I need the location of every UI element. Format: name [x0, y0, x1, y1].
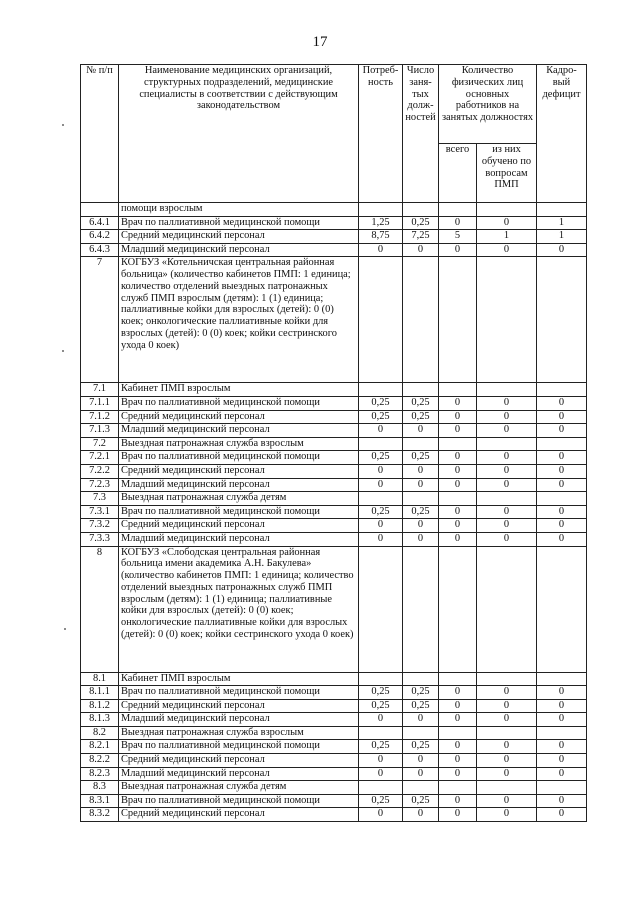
row-number: 6.4.1 — [81, 216, 119, 230]
row-deficit: 0 — [537, 243, 587, 257]
row-need: 0,25 — [359, 451, 403, 465]
row-name: Выездная патронажная служба взрослым — [119, 437, 359, 451]
row-name: Средний медицинский персонал — [119, 519, 359, 533]
row-deficit: 1 — [537, 230, 587, 244]
table-row — [81, 686, 587, 700]
row-total: 0 — [439, 767, 477, 781]
row-need — [359, 726, 403, 740]
table-row — [81, 754, 587, 768]
row-number: 7.1.3 — [81, 424, 119, 438]
row-number: 7 — [81, 257, 119, 383]
row-need: 0 — [359, 713, 403, 727]
row-total — [439, 546, 477, 672]
row-occupied: 7,25 — [403, 230, 439, 244]
table-row — [81, 396, 587, 410]
row-name: Врач по паллиативной медицинской помощи — [119, 740, 359, 754]
row-occupied: 0 — [403, 424, 439, 438]
row-number: 8.2.1 — [81, 740, 119, 754]
row-trained — [477, 203, 537, 217]
row-number: 7.2.2 — [81, 464, 119, 478]
table-row — [81, 478, 587, 492]
row-number: 8.1.3 — [81, 713, 119, 727]
row-number: 8.2 — [81, 726, 119, 740]
row-deficit — [537, 492, 587, 506]
row-number: 7.3.2 — [81, 519, 119, 533]
row-name: Младший медицинский персонал — [119, 243, 359, 257]
row-occupied: 0 — [403, 808, 439, 822]
row-number: 8.2.3 — [81, 767, 119, 781]
row-number: 7.1 — [81, 383, 119, 397]
row-number: 7.2 — [81, 437, 119, 451]
row-trained: 0 — [477, 216, 537, 230]
row-occupied: 0 — [403, 713, 439, 727]
row-need — [359, 257, 403, 383]
row-total: 0 — [439, 424, 477, 438]
table-row — [81, 699, 587, 713]
row-occupied: 0,25 — [403, 740, 439, 754]
table-row — [81, 424, 587, 438]
table-row — [81, 767, 587, 781]
table-row — [81, 230, 587, 244]
row-number: 8 — [81, 546, 119, 672]
row-name: КОГБУЗ «Слободская центральная районная больница имени академика А.Н. Бакулева» (количество кабинетов ПМП: 1 единица; количество отделений выездных патронажных служб ПМП взрослым (детям): 1 (1) единица; паллиативные койки для взрослых (детей): 0 (0) коек; онкологические паллиативные койки для взрослых (детей): 0 (0) коек; койки сестринского ухода 0 коек) — [119, 546, 359, 672]
table-row — [81, 808, 587, 822]
row-need — [359, 546, 403, 672]
row-occupied: 0 — [403, 754, 439, 768]
row-name: помощи взрослым — [119, 203, 359, 217]
row-number: 7.3.3 — [81, 532, 119, 546]
row-deficit: 0 — [537, 464, 587, 478]
row-total: 0 — [439, 713, 477, 727]
row-occupied — [403, 781, 439, 795]
table-row — [81, 410, 587, 424]
row-trained: 0 — [477, 767, 537, 781]
row-trained: 0 — [477, 243, 537, 257]
row-total: 0 — [439, 396, 477, 410]
row-need: 0 — [359, 532, 403, 546]
row-need: 0 — [359, 243, 403, 257]
row-number: 7.2.1 — [81, 451, 119, 465]
row-trained: 0 — [477, 699, 537, 713]
row-deficit: 0 — [537, 754, 587, 768]
row-need: 0 — [359, 519, 403, 533]
row-deficit: 0 — [537, 532, 587, 546]
row-deficit: 1 — [537, 216, 587, 230]
row-deficit — [537, 672, 587, 686]
row-need — [359, 492, 403, 506]
header-num: № п/п — [81, 65, 119, 203]
row-name: Младший медицинский персонал — [119, 532, 359, 546]
row-name: Кабинет ПМП взрослым — [119, 672, 359, 686]
row-deficit: 0 — [537, 713, 587, 727]
row-total: 0 — [439, 699, 477, 713]
row-deficit: 0 — [537, 505, 587, 519]
row-total — [439, 203, 477, 217]
row-number: 7.2.3 — [81, 478, 119, 492]
scan-speck — [64, 628, 66, 630]
header-need: Потреб-ность — [359, 65, 403, 203]
row-total: 0 — [439, 243, 477, 257]
row-name: Младший медицинский персонал — [119, 713, 359, 727]
row-total — [439, 672, 477, 686]
row-occupied: 0,25 — [403, 451, 439, 465]
row-occupied: 0 — [403, 519, 439, 533]
row-name: Врач по паллиативной медицинской помощи — [119, 451, 359, 465]
row-deficit — [537, 437, 587, 451]
row-need: 0 — [359, 424, 403, 438]
row-name: Врач по паллиативной медицинской помощи — [119, 505, 359, 519]
table-row — [81, 492, 587, 506]
row-deficit: 0 — [537, 451, 587, 465]
row-need: 0 — [359, 767, 403, 781]
table-row — [81, 726, 587, 740]
row-trained — [477, 492, 537, 506]
row-occupied — [403, 257, 439, 383]
row-total: 5 — [439, 230, 477, 244]
row-occupied: 0 — [403, 532, 439, 546]
row-total: 0 — [439, 754, 477, 768]
row-trained: 0 — [477, 794, 537, 808]
row-need: 1,25 — [359, 216, 403, 230]
row-trained — [477, 437, 537, 451]
header-total: всего — [439, 144, 477, 203]
row-trained: 0 — [477, 505, 537, 519]
row-trained: 1 — [477, 230, 537, 244]
row-name: Средний медицинский персонал — [119, 410, 359, 424]
row-need: 0 — [359, 754, 403, 768]
row-deficit: 0 — [537, 740, 587, 754]
row-occupied: 0,25 — [403, 699, 439, 713]
row-occupied: 0 — [403, 464, 439, 478]
row-trained: 0 — [477, 754, 537, 768]
row-occupied: 0,25 — [403, 505, 439, 519]
row-total: 0 — [439, 478, 477, 492]
row-occupied: 0,25 — [403, 216, 439, 230]
row-total: 0 — [439, 451, 477, 465]
row-total: 0 — [439, 808, 477, 822]
row-number: 8.2.2 — [81, 754, 119, 768]
row-need: 0,25 — [359, 699, 403, 713]
row-total — [439, 492, 477, 506]
row-total: 0 — [439, 519, 477, 533]
row-number: 8.3.2 — [81, 808, 119, 822]
row-occupied: 0,25 — [403, 686, 439, 700]
row-trained: 0 — [477, 451, 537, 465]
page-number: 17 — [312, 34, 328, 50]
row-name: Выездная патронажная служба детям — [119, 781, 359, 795]
staffing-table — [80, 64, 587, 822]
row-name: Кабинет ПМП взрослым — [119, 383, 359, 397]
table-row — [81, 203, 587, 217]
row-total: 0 — [439, 740, 477, 754]
row-trained — [477, 546, 537, 672]
row-deficit: 0 — [537, 396, 587, 410]
row-trained: 0 — [477, 713, 537, 727]
row-number: 8.3 — [81, 781, 119, 795]
header-positions: Число заня-тых долж-ностей — [403, 65, 439, 203]
row-trained: 0 — [477, 396, 537, 410]
table-row — [81, 794, 587, 808]
row-deficit: 0 — [537, 699, 587, 713]
header-trained: из них обучено по вопросам ПМП — [477, 144, 537, 203]
table-row — [81, 464, 587, 478]
row-need — [359, 672, 403, 686]
row-number: 7.3.1 — [81, 505, 119, 519]
row-total: 0 — [439, 464, 477, 478]
row-trained — [477, 257, 537, 383]
row-trained: 0 — [477, 808, 537, 822]
row-need — [359, 203, 403, 217]
row-deficit — [537, 726, 587, 740]
table-row — [81, 505, 587, 519]
row-occupied: 0,25 — [403, 396, 439, 410]
row-occupied — [403, 383, 439, 397]
row-occupied — [403, 546, 439, 672]
row-trained — [477, 672, 537, 686]
row-trained — [477, 726, 537, 740]
row-trained: 0 — [477, 478, 537, 492]
row-total: 0 — [439, 686, 477, 700]
row-number: 8.3.1 — [81, 794, 119, 808]
row-trained: 0 — [477, 740, 537, 754]
row-need: 0,25 — [359, 410, 403, 424]
row-total — [439, 437, 477, 451]
table-row — [81, 532, 587, 546]
table-row — [81, 451, 587, 465]
row-need: 0,25 — [359, 505, 403, 519]
row-need: 0,25 — [359, 740, 403, 754]
row-occupied — [403, 437, 439, 451]
row-deficit — [537, 781, 587, 795]
table-row — [81, 257, 587, 383]
table-row — [81, 672, 587, 686]
row-number: 8.1 — [81, 672, 119, 686]
row-deficit — [537, 203, 587, 217]
table-row — [81, 383, 587, 397]
row-trained: 0 — [477, 424, 537, 438]
row-need: 0,25 — [359, 396, 403, 410]
row-need — [359, 437, 403, 451]
row-deficit: 0 — [537, 424, 587, 438]
row-trained — [477, 383, 537, 397]
row-deficit: 0 — [537, 478, 587, 492]
table-row — [81, 437, 587, 451]
row-total — [439, 726, 477, 740]
table-row — [81, 546, 587, 672]
row-name: Средний медицинский персонал — [119, 464, 359, 478]
row-deficit: 0 — [537, 410, 587, 424]
row-name: Выездная патронажная служба взрослым — [119, 726, 359, 740]
table-row — [81, 243, 587, 257]
table-body — [81, 203, 587, 822]
row-number: 8.1.2 — [81, 699, 119, 713]
row-need: 8,75 — [359, 230, 403, 244]
row-total — [439, 383, 477, 397]
row-deficit: 0 — [537, 519, 587, 533]
row-total: 0 — [439, 505, 477, 519]
row-name: Врач по паллиативной медицинской помощи — [119, 794, 359, 808]
row-occupied: 0,25 — [403, 410, 439, 424]
row-deficit: 0 — [537, 767, 587, 781]
row-trained: 0 — [477, 686, 537, 700]
row-occupied — [403, 492, 439, 506]
row-number — [81, 203, 119, 217]
row-number: 6.4.2 — [81, 230, 119, 244]
row-number: 7.3 — [81, 492, 119, 506]
row-deficit — [537, 546, 587, 672]
row-need — [359, 383, 403, 397]
row-total — [439, 257, 477, 383]
table-header-row — [81, 65, 587, 144]
row-need: 0 — [359, 478, 403, 492]
row-name: Младший медицинский персонал — [119, 424, 359, 438]
scan-speck — [62, 124, 64, 126]
row-name: Средний медицинский персонал — [119, 808, 359, 822]
row-trained: 0 — [477, 410, 537, 424]
row-total: 0 — [439, 410, 477, 424]
row-trained: 0 — [477, 519, 537, 533]
table-row — [81, 713, 587, 727]
row-name: Средний медицинский персонал — [119, 699, 359, 713]
row-number: 8.1.1 — [81, 686, 119, 700]
row-total: 0 — [439, 794, 477, 808]
table-row — [81, 740, 587, 754]
row-occupied: 0,25 — [403, 794, 439, 808]
row-deficit — [537, 383, 587, 397]
table-row — [81, 519, 587, 533]
row-total — [439, 781, 477, 795]
row-occupied: 0 — [403, 478, 439, 492]
row-name: Младший медицинский персонал — [119, 767, 359, 781]
row-name: Врач по паллиативной медицинской помощи — [119, 396, 359, 410]
header-deficit: Кадро-вый дефицит — [537, 65, 587, 203]
row-need: 0,25 — [359, 794, 403, 808]
scan-speck — [62, 350, 64, 352]
header-name: Наименование медицинских организаций, структурных подразделений, медицинские специалисты в соответствии с действующим законодательством — [119, 65, 359, 203]
row-number: 7.1.2 — [81, 410, 119, 424]
row-occupied — [403, 203, 439, 217]
row-need: 0 — [359, 464, 403, 478]
row-occupied — [403, 726, 439, 740]
row-need: 0 — [359, 808, 403, 822]
table-row — [81, 781, 587, 795]
table-row — [81, 216, 587, 230]
row-occupied: 0 — [403, 767, 439, 781]
row-total: 0 — [439, 216, 477, 230]
row-name: Выездная патронажная служба детям — [119, 492, 359, 506]
row-name: КОГБУЗ «Котельничская центральная районная больница» (количество кабинетов ПМП: 1 единица; количество отделений выездных патронажных служб ПМП взрослым (детям): 1 (1) единица; паллиативные койки для взрослых (детей): 0 (0) коек; онкологические паллиативные койки для взрослых (детей): 0 (0) коек; койки сестринского ухода 0 коек) — [119, 257, 359, 383]
row-name: Младший медицинский персонал — [119, 478, 359, 492]
row-number: 7.1.1 — [81, 396, 119, 410]
row-trained: 0 — [477, 532, 537, 546]
row-number: 6.4.3 — [81, 243, 119, 257]
row-trained: 0 — [477, 464, 537, 478]
row-name: Врач по паллиативной медицинской помощи — [119, 686, 359, 700]
row-need — [359, 781, 403, 795]
row-need: 0,25 — [359, 686, 403, 700]
row-deficit: 0 — [537, 808, 587, 822]
header-count: Количество физических лиц основных работников на занятых должностях — [439, 65, 537, 144]
row-occupied: 0 — [403, 243, 439, 257]
row-deficit — [537, 257, 587, 383]
row-deficit: 0 — [537, 686, 587, 700]
row-deficit: 0 — [537, 794, 587, 808]
row-name: Средний медицинский персонал — [119, 230, 359, 244]
row-total: 0 — [439, 532, 477, 546]
row-name: Врач по паллиативной медицинской помощи — [119, 216, 359, 230]
row-name: Средний медицинский персонал — [119, 754, 359, 768]
row-trained — [477, 781, 537, 795]
row-occupied — [403, 672, 439, 686]
